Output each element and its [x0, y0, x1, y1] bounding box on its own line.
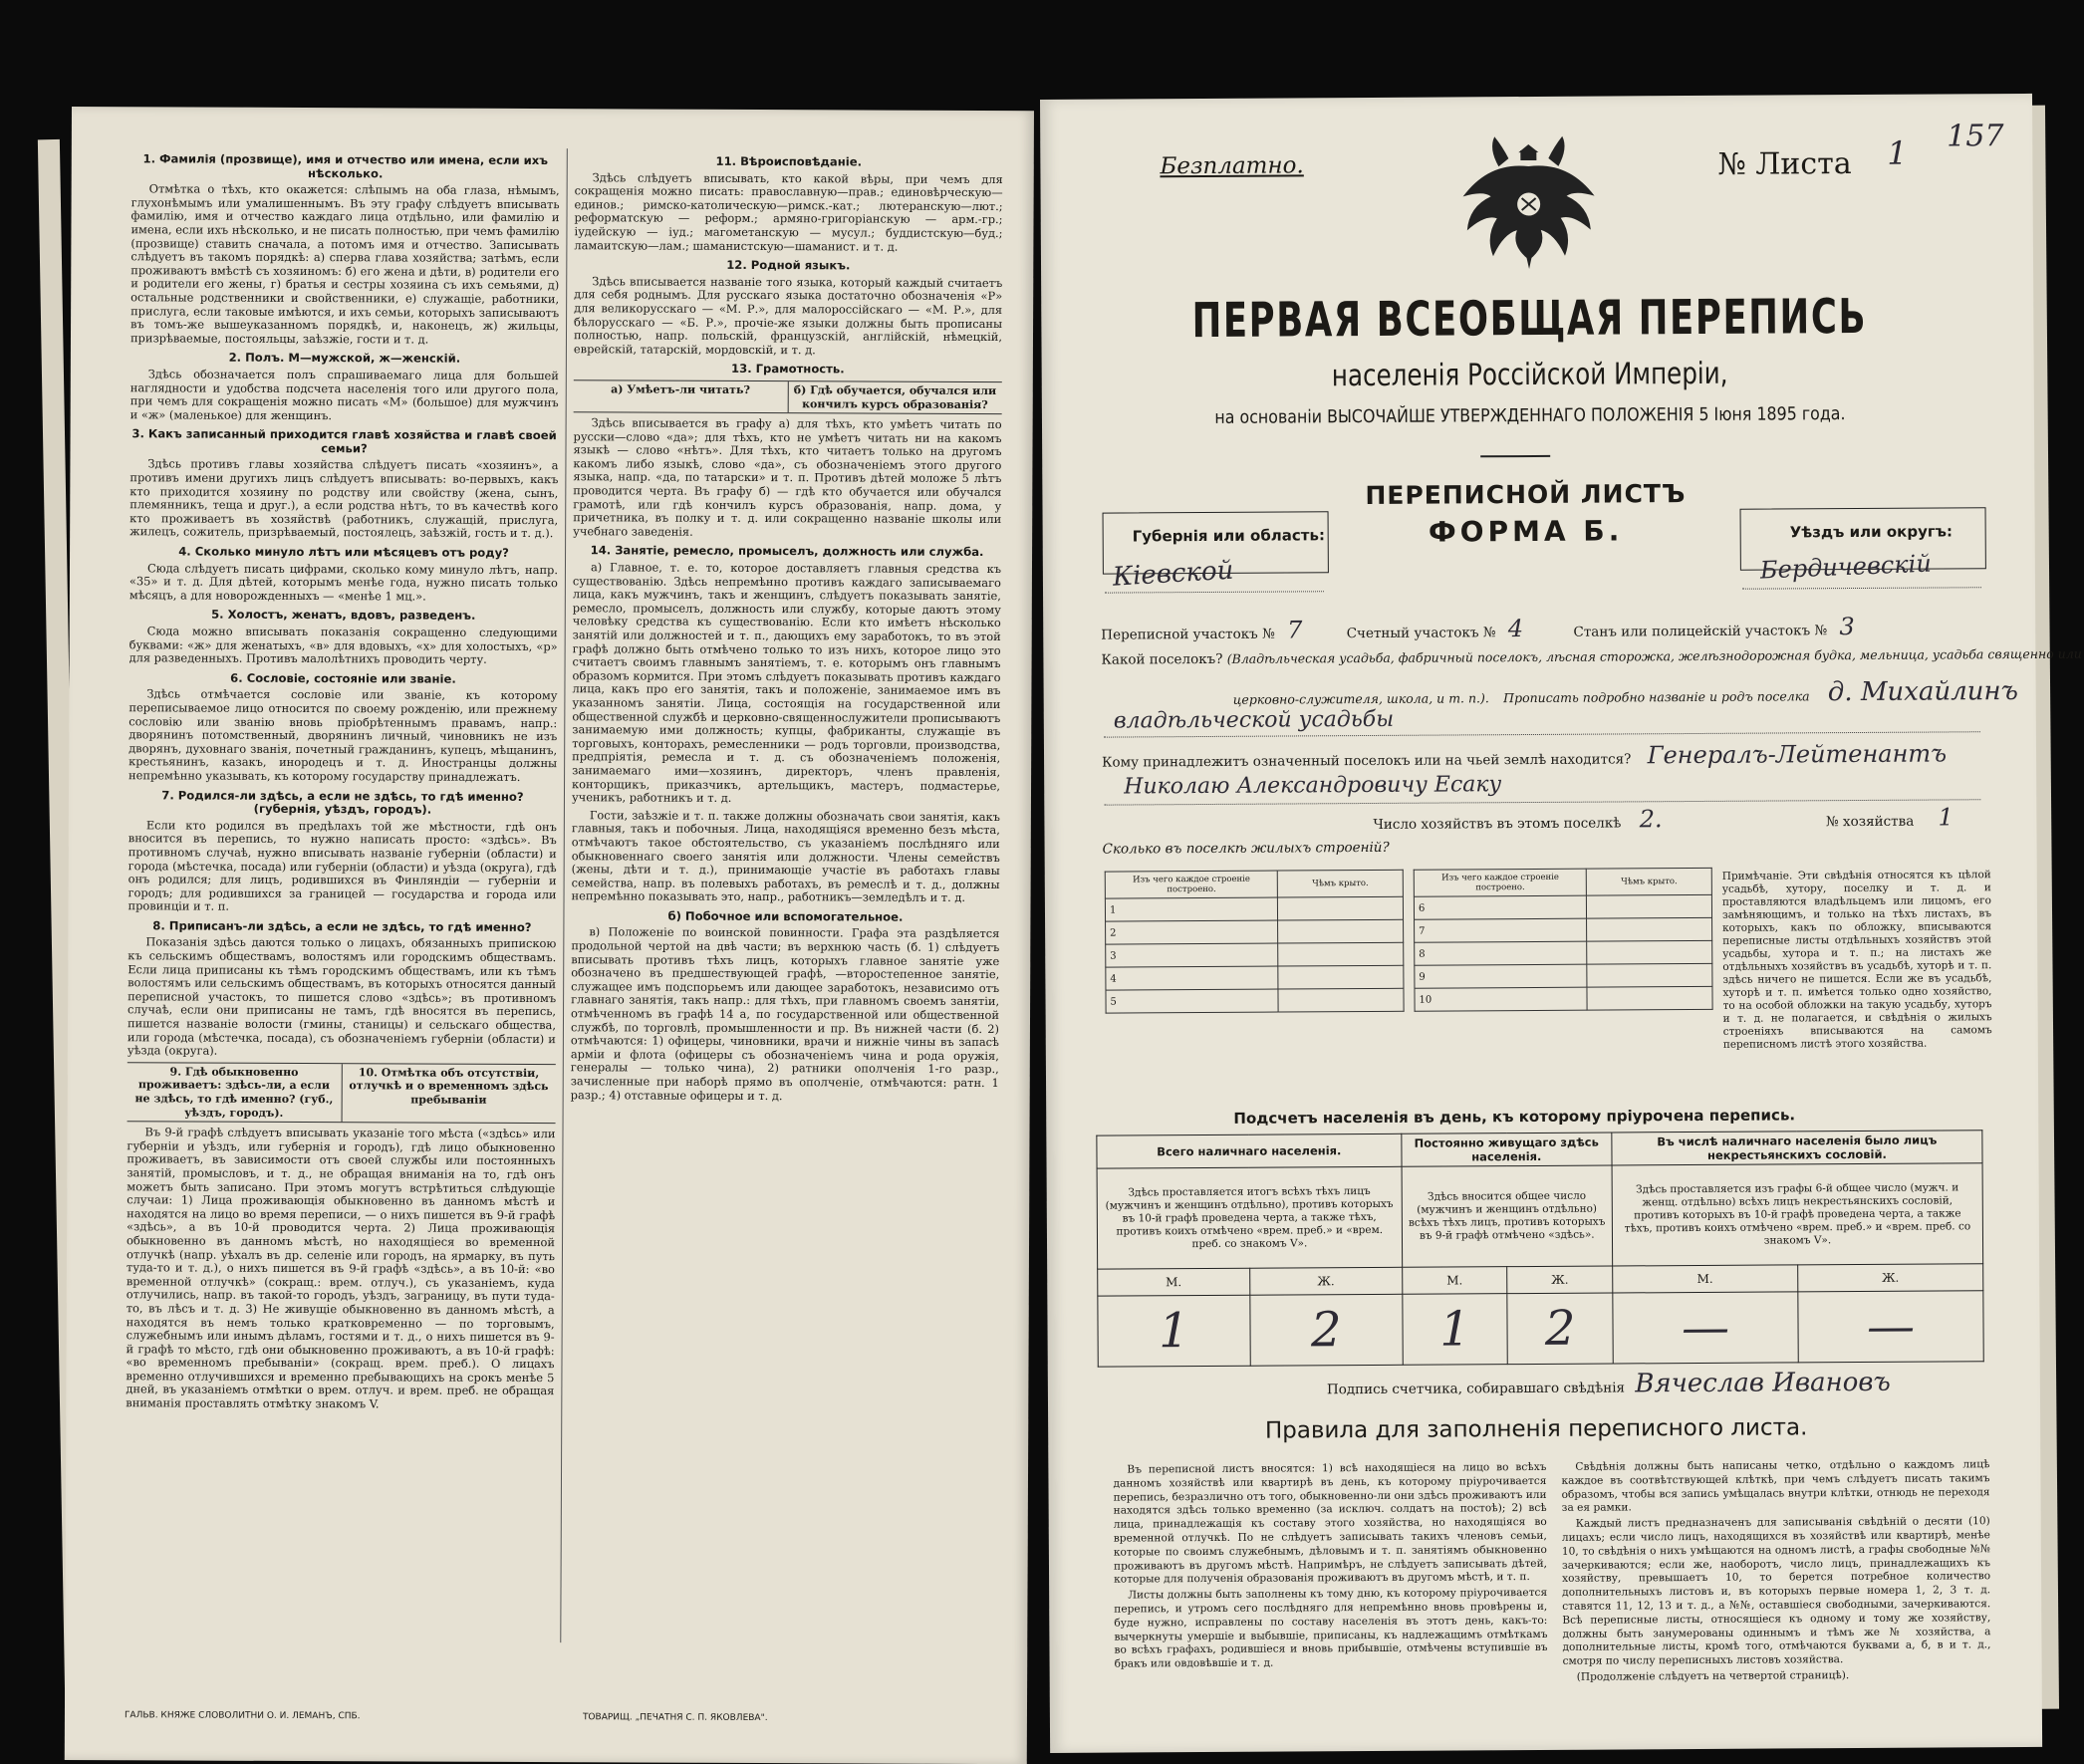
population-group-header: Въ числѣ наличнаго населенія было лицъ некрестьянскихъ сословій. [1612, 1131, 1982, 1165]
census-legal-basis: на основаніи ВЫСОЧАЙШЕ УТВЕРЖДЕННАГО ПОЛОЖЕНІЯ 5 Іюня 1895 года. [1214, 403, 1846, 428]
instruction-text: Здѣсь противъ главы хозяйства слѣдуетъ писать «хозяинъ», а противъ имени другихъ лицъ слѣдуетъ вписывать: во-первыхъ, какъ кто приходится хозяину по родству или свойству (жена, сынъ, племянникъ, теща и друг.), а если родства нѣтъ, то въ качествѣ кого кто проживаетъ въ хозяйствѣ (работникъ, служащій, прислуга, жилецъ, сожитель, призрѣваемый, постоялецъ, заѣзжій, гость и т. д.). [130, 456, 559, 541]
instruction-text: Отмѣтка о тѣхъ, кто окажется: слѣпымъ на оба глаза, нѣмымъ, глухонѣмымъ или умалишеннымъ. Въ эту графу слѣдуетъ вписывать фамилію, имя и отчество каждаго лица отдѣльно, или фамилію и имена, если ихъ нѣсколько, и не писать полностью, при чемъ фамилію (прозвище) ставить сначала, а потомъ имя и отчество. Записывать слѣдуетъ въ такомъ порядкѣ: а) сперва глава хозяйства; затѣмъ, если проживаютъ вмѣстѣ съ хозяиномъ: б) его жена и дѣти, в) родители его и родители его жены, г) братья и сестры хозяина съ ихъ семьями, д) остальные родственники и свойственники, е) служащіе, работники, прислуга, если таковые имѣются, и ихъ семьи, которыхъ записываютъ въ томъ-же вышеуказанномъ порядкѣ, и, наконецъ, ж) жильцы, призрѣваемые, постояльцы, заѣзжіе, гости и т. д. [130, 181, 560, 347]
population-group-header: Всего наличнаго населенія. [1097, 1134, 1402, 1168]
building-row [1105, 896, 1403, 921]
rules-title: Правила для заполненія переписного листа. [1264, 1414, 1808, 1444]
building-row-number: 8 [1415, 941, 1588, 965]
population-value: 1 [1098, 1295, 1250, 1367]
male-column-header: М. [1402, 1267, 1507, 1295]
form-title [1286, 479, 1764, 550]
building-row-number: 5 [1106, 989, 1279, 1013]
sheet-number-value: 1 [1887, 133, 1908, 172]
signature-label: Подпись счетчика, собиравшаго свѣдѣнія [1326, 1380, 1626, 1398]
building-row [1415, 917, 1712, 942]
building-row-roof [1278, 942, 1404, 966]
building-row-number: 9 [1415, 964, 1588, 988]
building-row-number: 1 [1105, 897, 1278, 921]
instruction-text: Здѣсь слѣдуетъ вписывать, кто какой вѣры, при чемъ для сокращенія можно писать: православную—прав.; единовѣрческую—единов.; римско-католическую—римск.-кат.; лютеранскую—лют.; реформатскую — реформ.; армяно-григоріанскую — арм.-гр.; іудейскую — іуд.; магометанскую — мусул.; буддистскую—буд.; ламаитскую—лам.; шаманистскую—шаманист. и т. д. [574, 169, 1003, 254]
instruction-text: Здѣсь вписывается названіе того языка, который каждый считаетъ для себя роднымъ. Для русскаго языка достаточно обозначенія «Р» для великорусскаго — «М. Р.», для малороссійскаго — «М. Р.», для бѣлорусскаго — «Б. Р.», прочіе-же языки должны быть прописаны полностью, напр. польскій, французскій, англійскій, нѣмецкій, еврейскій, татарскій, мордовскій, и т. д. [573, 274, 1003, 357]
buildings-table-right [1414, 868, 1713, 1012]
population-value: 2 [1250, 1294, 1403, 1366]
instruction-heading: 12. Родной языкъ. [726, 258, 851, 273]
building-row [1414, 894, 1711, 919]
building-row-roof [1278, 988, 1404, 1012]
household-no-label: № хозяйства [1825, 813, 1915, 831]
female-column-header: Ж. [1507, 1266, 1613, 1294]
printer-footer-left: ГАЛЬВ. КНЯЖЕ СЛОВОЛИТНИ О. И. ЛЕМАНЪ, СПБ. [124, 1710, 361, 1722]
building-row [1415, 940, 1712, 965]
building-row-roof [1587, 917, 1712, 941]
column-divider [560, 148, 568, 1642]
instructions-column-right [571, 148, 1003, 1108]
instruction-heading: 13. Грамотность. [731, 362, 845, 377]
instruction-text: а) Главное, т. е. то, которое доставляетъ главныя средства къ существованію. Здѣсь непремѣнно противъ каждаго записываемаго лица, какъ мужчинъ, такъ и женщинъ, слѣдуетъ показывать занятіе, ремесло, промыселъ, должность или службу, которые даютъ этому человѣку средства къ существованію. Если кто имѣетъ нѣсколько занятій или должностей и т. п., дающихъ ему заработокъ, то въ этой графѣ должно быть отмѣчено только то изъ нихъ, которое лицо это считаетъ своимъ главнымъ занятіемъ, т. е. которымъ онъ главнымъ образомъ кормится. При этомъ слѣдуетъ показывать противъ каждаго лица, какъ про его занятія, такъ и положеніе, занимаемое имъ въ указанномъ занятіи. Лица, состоящія на государственной или общественной службѣ и церковно-священнослужители прописываютъ занимаемую ими должность; купцы, фабриканты, служащіе въ торговыхъ, конторахъ, ремесленники — родъ торговли, производства, предпріятія, ремесла и т. д. съ обозначеніемъ положенія, занимаемаго ими—хозяинъ, директоръ, членъ правленія, конторщикъ, приказчикъ, артельщикъ, мастеръ, подмастерье, ученикъ, работникъ и т. д. [571, 560, 1002, 806]
population-group-description: Здѣсь вносится общее число (мужчинъ и женщинъ отдѣльно) всѣхъ тѣхъ лицъ, противъ которыхъ въ 9-й графѣ отмѣчено «здѣсь». [1402, 1165, 1613, 1267]
instruction-heading: 5. Холостъ, женатъ, вдовъ, разведенъ. [211, 608, 476, 624]
stan-label: Станъ или полицейскій участокъ № [1573, 623, 1828, 640]
province-line [1105, 591, 1324, 593]
instruction-heading: 3. Какъ записанный приходится главѣ хозяйства и главѣ своей семьи? [131, 426, 557, 456]
archive-page-number: 157 [1947, 119, 2004, 154]
instruction-heading: 7. Родился-ли здѣсь, а если не здѣсь, то гдѣ именно? (губернія, уѣздъ, городъ). [161, 787, 524, 817]
instruction-heading: 1. Фамилія (прозвище), имя и отчество или имена, если ихъ нѣсколько. [142, 151, 549, 180]
dual-heading-9-10 [128, 1062, 556, 1124]
census-subtitle: населенія Россійской Имперіи, [1331, 356, 1728, 394]
building-material-header: Изъ чего каждое строеніе построено. [1414, 869, 1587, 896]
building-row [1106, 919, 1404, 944]
households-label: Число хозяйствъ въ этомъ поселкѣ [1373, 815, 1622, 833]
instruction-text: в) Положеніе по воинской повинности. Графа эта раздѣляется продольной чертой на двѣ части; въ верхнюю часть (б. 1) слѣдуетъ вписывать противъ тѣхъ лицъ, которыхъ главное занятіе уже обозначено въ предшествующей графѣ, —второстепенное занятіе, служащее имъ подспорьемъ или дающее заработокъ, независимо отъ главнаго занятія, такъ напр.: для тѣхъ, при главномъ своемъ занятіи, отмѣченномъ въ графѣ 14 а, по государственной или общественной службѣ, по торговлѣ, промышленности и пр. Въ нижней части (б. 2) отмѣчаются: 1) офицеры, чиновники, врачи и нижніе чины въ запасѣ арміи и флота (офицеры съ обозначеніемъ чина и рода оружія, генералы — только чина), 2) ратники ополченія 1-го разр., зачисленные при наборѣ прямо въ ополченіе, отмѣчаются: ратн. 1 разр.; 4) отставные офицеры и т. д. [570, 924, 1000, 1103]
census-district-label: Переписной участокъ № [1101, 626, 1275, 643]
uyezd-value: Бердичевскій [1759, 549, 1933, 585]
left-page [65, 107, 1034, 1764]
instruction-text: Здѣсь обозначается полъ спрашиваемаго лица для большей наглядности и удобства подсчета населенія того или другого пола, при чемъ для сокращенія можно писать «М» (большое) для мужчинъ и «ж» (маленькое) для женщинъ. [130, 367, 559, 422]
building-row-roof [1587, 940, 1712, 964]
instruction-heading: 8. Приписанъ-ли здѣсь, а если не здѣсь, то гдѣ именно? [152, 918, 532, 934]
census-title: ПЕРВАЯ ВСЕОБЩАЯ ПЕРЕПИСЬ [1191, 288, 1868, 350]
district-row [1101, 613, 1855, 645]
dual-heading-13 [574, 379, 1002, 414]
rule-paragraph: Каждый листъ предназначенъ для записыванія свѣдѣній о десяти (10) лицахъ; если число лицъ, находящихся въ хозяйствѣ или квартирѣ, менѣе 10, то свѣдѣнія о нихъ умѣщаются на одномъ листѣ, а графы свободные №№ зачеркиваются; если же, наоборотъ, число лицъ, принадлежащихъ къ хозяйству, превышаетъ 10, то берется потребное количество дополнительныхъ листовъ и, въ которыхъ первые номера 1, 2, 3 т. д. ставятся 11, 12, 13 и т. д., а №№, оставшіеся свободными, зачеркиваются. Всѣ переписные листы, относящіеся къ одному и тому же хозяйству, должны быть занумерованы одиннымъ и тѣмъ же № хозяйства, а дополнительные листы, кромѣ того, отмѣчаются буквами а, б, в и т. д., смотря по числу переписныхъ листовъ хозяйства. [1561, 1515, 1991, 1667]
building-row-roof [1278, 919, 1404, 943]
instruction-heading: 14. Занятіе, ремесло, промыселъ, должность или служба. [590, 543, 984, 560]
owner-label: Кому принадлежитъ означенный поселокъ или на чьей землѣ находится? [1102, 751, 1632, 771]
owner-row [1102, 739, 1947, 772]
instruction-text: Сюда слѣдуетъ писать цифрами, сколько кому минуло лѣтъ, напр. «35» и т. д. Для дѣтей, которымъ менѣе года, нужно писать только мѣсяцъ, а для новорожденныхъ — «менѣе 1 мц.». [129, 560, 559, 604]
population-value: 2 [1507, 1293, 1613, 1365]
count-district-value: 4 [1507, 615, 1524, 643]
uyezd-label: Уѣздъ или округъ: [1789, 522, 1953, 542]
signature-row [1327, 1368, 1891, 1400]
households-value: 2. [1639, 805, 1663, 834]
settlement-value: д. Михайлинъ [1827, 676, 2019, 708]
building-row-roof [1278, 896, 1404, 920]
stan-value: 3 [1839, 613, 1855, 641]
building-row [1106, 942, 1404, 967]
right-page [1040, 94, 2082, 1753]
printer-footer-right: ТОВАРИЩ. „ПЕЧАТНЯ С. П. ЯКОВЛЕВА". [582, 1712, 768, 1724]
population-value: 1 [1403, 1294, 1508, 1366]
instruction-text: Гости, заѣзжіе и т. п. также должны обозначать свои занятія, какъ главныя, такъ и побочныя. Лица, находящіяся временно безъ мѣста, отмѣчаютъ такое обстоятельство, съ указаніемъ послѣдняго или обыкновеннаго своего занятія или должности. Члены семействъ (жены, дѣти и т. д.), принимающіе участіе въ работахъ главы семейства, напр. въ полевыхъ работахъ, въ ремеслѣ и т. д., должны непремѣнно показывать это, напр., работникъ—земледѣлъ и т. д. [571, 807, 1000, 905]
instruction-heading: 11. Вѣроисповѣданіе. [715, 153, 863, 169]
instruction-heading: 4. Сколько минуло лѣтъ или мѣсяцевъ отъ роду? [178, 544, 509, 560]
instructions-9-10-text: Въ 9-й графѣ слѣдуетъ вписывать указаніе того мѣста («здѣсь» или губерніи и уѣздъ, или губернія и городъ), гдѣ лицо обыкновенно проживаетъ, въ зависимости отъ своей службы или постоянныхъ занятій, промысловъ, и т. д., не обращая вниманія на то, гдѣ онъ можетъ быть записано. При этомъ могутъ встрѣтиться слѣдующіе случаи: 1) Лица проживающія обыкновенно въ данномъ мѣстѣ и находятся на лицо во время переписи, — о нихъ пишется въ 9-й графѣ «здѣсь», а въ 10-й проводится черта. 2) Лица проживающія обыкновенно въ данномъ мѣстѣ, но находящіеся во временной отлучкѣ (напр. уѣхалъ въ др. селеніе или городъ, на ярмарку, въ путь туда-то и т. д.), о нихъ пишется въ 9-й графѣ «здѣсь», а въ 10-й: «во временной отлучкѣ» (сокращ.: врем. отлуч.), съ указаніемъ, куда отлучились, напр. въ такой-то городъ, уѣздъ, заграницу, въ пути туда-то, въ лѣсъ и т. д. 3) Не живущіе обыкновенно въ данномъ мѣстѣ, а находятся въ немъ только кратковременно — по торговымъ, служебнымъ или инымъ дѣламъ, гостями и т. д., о нихъ пишется въ 9-й графѣ то мѣсто, гдѣ они обыкновенно проживаютъ, а въ 10-й графѣ: «во временномъ пребываніи» (сокращ. врем. преб.). О лицахъ временно отлучившихся и временно пребывающихъ на срокъ менѣе 5 дней, въ указаніемъ отмѣтки о врем. отлуч. и врем. преб. не обращая вниманія проставлять отмѣтку знакомъ V. [126, 1125, 556, 1411]
title-rule [1480, 455, 1550, 457]
building-roof-header: Чѣмъ крыто. [1587, 868, 1712, 895]
buildings-row [1103, 840, 1390, 858]
instruction-heading: 6. Сословіе, состояніе или званіе. [230, 670, 456, 686]
instruction-text: Если кто родился въ предѣлахъ той же мѣстности, гдѣ онъ вносится въ перепись, то нужно написать просто: «здѣсь». Въ противномъ случаѣ, нужно вписывать названіе губерніи (области) и города (мѣстечка, посада) или губерніи (области) и уѣзда (округа), гдѣ онъ родился; для лицъ, родившихся въ Финляндіи — губерніи и городъ; для родившихся за границей — государства и города или провинціи и т. п. [128, 818, 557, 913]
building-roof-header: Чѣмъ крыто. [1278, 870, 1404, 897]
settlement-hint-2: церковно-служителя, школа, и т. п.). [1232, 690, 1489, 707]
settlement-hint: (Владѣльческая усадьба, фабричный поселокъ, лѣсная сторожка, желѣзнодорожная будка, мельница, усадьба священно или [1226, 645, 2082, 666]
rule-paragraph: Листы должны быть заполнены къ тому дню, къ которому пріурочивается перепись, и утромъ сего послѣдняго для непремѣнно вновь провѣрены и, буде нужно, исправлены по составу населенія въ этотъ день, какъ-то: вычеркнуты умершіе и выбывшіе, приписаны, къ надлежащимъ отмѣткамъ во всѣхъ графахъ, родившіеся и вновь прибывшіе, отмѣчены вступившіе въ бракъ или овдовѣвшіе и т. д. [1114, 1587, 1548, 1670]
signature-value: Вячеслав Ивановъ [1635, 1367, 1891, 1399]
census-district-value: 7 [1287, 616, 1303, 644]
building-row-number: 7 [1415, 918, 1588, 942]
population-count-title: Подсчетъ населенія въ день, къ которому пріурочена перепись. [1233, 1106, 1796, 1128]
heading-item-10: 10. Отмѣтка объ отсутствіи, отлучкѣ и о временномъ здѣсь пребываніи [349, 1066, 549, 1107]
instruction-heading: б) Побочное или вспомогательное. [667, 908, 904, 924]
form-title-line2: ФОРМА Б. [1428, 514, 1624, 549]
instruction-text: Здѣсь вписывается въ графу а) для тѣхъ, кто умѣетъ читать по русски—слово «да»; для тѣхъ, кто не умѣетъ читать ни на какомъ языкѣ — слово «нѣтъ». Для тѣхъ, кто читаетъ только на другомъ какомъ либо языкѣ, слово «да», съ обозначеніемъ этого другого языка, напр. «да, по татарски» и т. п. Противъ дѣтей моложе 5 лѣтъ проводится черта. Въ графу б) — гдѣ кто обучается или обучался грамотѣ, или гдѣ кончилъ курсъ образованія, напр. дома, у причетника, въ полку и т. д. или сокращенно названіе школы или учебнаго заведенія. [573, 415, 1002, 539]
settlement-hint-3: Прописать подробно названіе и родъ поселка [1503, 688, 1810, 706]
sheet-number-label: № Листа [1717, 146, 1852, 182]
owner-value: Генералъ-Лейтенантъ [1647, 739, 1948, 770]
province-value: Кіевской [1112, 555, 1235, 593]
building-row-roof [1587, 986, 1712, 1010]
building-row-roof [1587, 894, 1712, 918]
population-value: — [1613, 1292, 1798, 1364]
population-values-row [1098, 1291, 1983, 1367]
province-label: Губернія или область: [1132, 526, 1325, 546]
female-column-header: Ж. [1798, 1264, 1983, 1292]
instruction-heading: 2. Полъ. М—мужской, ж—женскій. [228, 351, 461, 367]
building-row [1106, 988, 1404, 1013]
imperial-eagle-emblem [1458, 126, 1599, 277]
households-row [1373, 803, 1954, 835]
instruction-text: Показанія здѣсь даются только о лицахъ, обязанныхъ припискою къ сельскимъ обществамъ, волостямъ или городскимъ обществамъ. Если лица приписаны къ тѣмъ городскимъ обществамъ, или къ тѣмъ волостямъ или сельскимъ обществамъ, въ которыхъ относятся данный переписной участокъ, то пишется слово «здѣсь»; въ противномъ случаѣ, если они приписаны не тамъ, гдѣ вносятся въ перепись, пишется названіе волости (гмины, станицы) и сельскаго общества, или города (мѣстечка, посада), съ обозначеніемъ губерніи (области) и уѣзда (округа). [127, 934, 557, 1058]
free-label: Безплатно. [1160, 152, 1304, 180]
building-row [1415, 963, 1712, 988]
male-column-header: М. [1613, 1265, 1798, 1293]
building-row-number: 4 [1106, 966, 1279, 990]
building-row-number: 2 [1106, 920, 1279, 944]
building-row-roof [1278, 965, 1404, 989]
population-group-header: Постоянно живущаго здѣсь населенія. [1402, 1133, 1612, 1166]
settlement-label: Какой поселокъ? [1101, 650, 1223, 668]
rule-paragraph: (Продолженіе слѣдуетъ на четвертой страницѣ). [1576, 1669, 1850, 1683]
building-row-number: 10 [1415, 987, 1588, 1011]
uyezd-line [1742, 587, 1981, 589]
buildings-table-left [1105, 870, 1405, 1014]
population-count-table [1096, 1130, 1983, 1367]
rule-paragraph: Въ переписной листъ вносятся: 1) всѣ находящіеся на лицо во всѣхъ данномъ хозяйствѣ или квартирѣ въ день, къ которому пріурочивается перепись, безразлично отъ того, обыкновенно-ли они здѣсь проживаютъ или находятся здѣсь только временно (за исключ. солдатъ на постоѣ); 2) всѣ лица, принадлежащія къ составу этого хозяйства, но находящіяся во временной отлучкѣ. По не слѣдуетъ записывать такихъ членовъ семьи, которые по своимъ служебнымъ, дѣловымъ и т. п. занятіямъ обыкновенно проживаютъ въ другомъ мѣстѣ. Напримѣръ, не слѣдуетъ записывать дѣтей, которые для полученія образованія проживаютъ въ другомъ мѣстѣ, и т. п. [1113, 1460, 1548, 1586]
heading-13b: б) Гдѣ обучается, обучался или кончилъ курсъ образованія? [793, 383, 997, 411]
heading-item-9: 9. Гдѣ обыкновенно проживаетъ: здѣсь-ли, а если не здѣсь, то гдѣ именно? (губ., уѣздъ, городъ). [128, 1063, 343, 1122]
female-column-header: Ж. [1250, 1267, 1403, 1295]
household-no-value: 1 [1938, 803, 1954, 832]
population-group-description: Здѣсь проставляется итогъ всѣхъ тѣхъ лицъ (мужчинъ и женщинъ отдѣльно), противъ которыхъ въ 10-й графѣ проведена черта, а также тѣхъ, противъ коихъ отмѣчено «врем. преб.» и «врем. преб. со знакомъ V». [1097, 1166, 1402, 1269]
population-group-description: Здѣсь проставляется изъ графы 6-й общее число (мужч. и женщ. отдѣльно) всѣхъ лицъ некрестьянскихъ сословій, противъ которыхъ въ 10-й графѣ проведена черта, а также тѣхъ, противъ коихъ отмѣчено «врем. преб.» и «врем. преб. со знакомъ V». [1612, 1163, 1983, 1266]
heading-13a: а) Умѣетъ-ли читать? [574, 380, 789, 412]
building-row [1106, 965, 1404, 990]
rules-column-right [1561, 1458, 1990, 1686]
building-material-header: Изъ чего каждое строеніе построено. [1105, 871, 1278, 898]
instruction-text: Сюда можно вписывать показанія сокращенно следующими буквами: «ж» для женатыхъ, «в» для вдовыхъ, «х» для холостыхъ, «р» для разведенныхъ. Противъ малолѣтнихъ проводить черту. [129, 624, 558, 667]
form-title-line1: ПЕРЕПИСНОЙ ЛИСТЪ [1365, 479, 1687, 511]
buildings-label: Сколько въ поселкѣ жилыхъ строеній? [1102, 839, 1390, 858]
building-row-number: 6 [1414, 895, 1587, 919]
settlement-row-2 [1233, 676, 2018, 711]
building-row [1415, 986, 1712, 1011]
building-row-roof [1587, 963, 1712, 987]
settlement-value-2: владѣльческой усадьбы [1113, 706, 1395, 734]
population-value: — [1798, 1291, 1983, 1363]
settlement-row [1101, 646, 2081, 668]
rules-column-left [1113, 1461, 1547, 1674]
male-column-header: М. [1098, 1268, 1250, 1296]
owner-value-2: Николаю Александровичу Есаку [1124, 772, 1502, 800]
instructions-column-left [126, 146, 560, 1416]
rule-paragraph: Свѣдѣнія должны быть написаны четко, отдѣльно о каждомъ лицѣ каждое въ соотвѣтствующей клѣткѣ, при чемъ слѣдуетъ писать такимъ образомъ, чтобы вся запись умѣщалась внутри клѣтки, отнюдь не переходя за ея рамки. [1561, 1458, 1990, 1515]
buildings-note: Примѣчаніе. Эти свѣдѣнія относятся къ цѣлой усадьбѣ, хутору, поселку и т. д. и проставляются владѣльцемъ или лицомъ, его замѣняющимъ, и только на тѣхъ листахъ, въ которыхъ, какъ по обложку, вписываются переписные листы отдѣльныхъ хозяйствъ этой усадьбы, хутора и т. п.; на листахъ же отдѣльныхъ хозяйствъ въ усадьбѣ, хуторѣ и т. п. здѣсь ничего не пишется. Если же въ усадьбѣ, хуторѣ и т. п. имѣется только одно хозяйство, то на особой обложки на такую усадьбу, хуторъ и т. д. не полагается, и свѣдѣнія о жилыхъ строеніяхъ вписываются на самомъ переписномъ листѣ этого хозяйства. [1721, 869, 1992, 1051]
count-district-label: Счетный участокъ № [1346, 625, 1496, 642]
instruction-text: Здѣсь отмѣчается сословіе или званіе, къ которому переписываемое лицо относится по своему рожденію, или прежнему сословію или званію вновь пріобрѣтеннымъ правамъ, напр.: дворянинъ потомственный, дворянинъ личный, чиновникъ не изъ дворянъ, духовнаго званія, почетный гражданинъ, купецъ, мѣщанинъ, крестьянинъ, казакъ, инородецъ и т. д. Иностранцы должны непремѣнно указывать, къ которому государству принадлежатъ. [129, 686, 558, 784]
building-row-number: 3 [1106, 943, 1279, 967]
